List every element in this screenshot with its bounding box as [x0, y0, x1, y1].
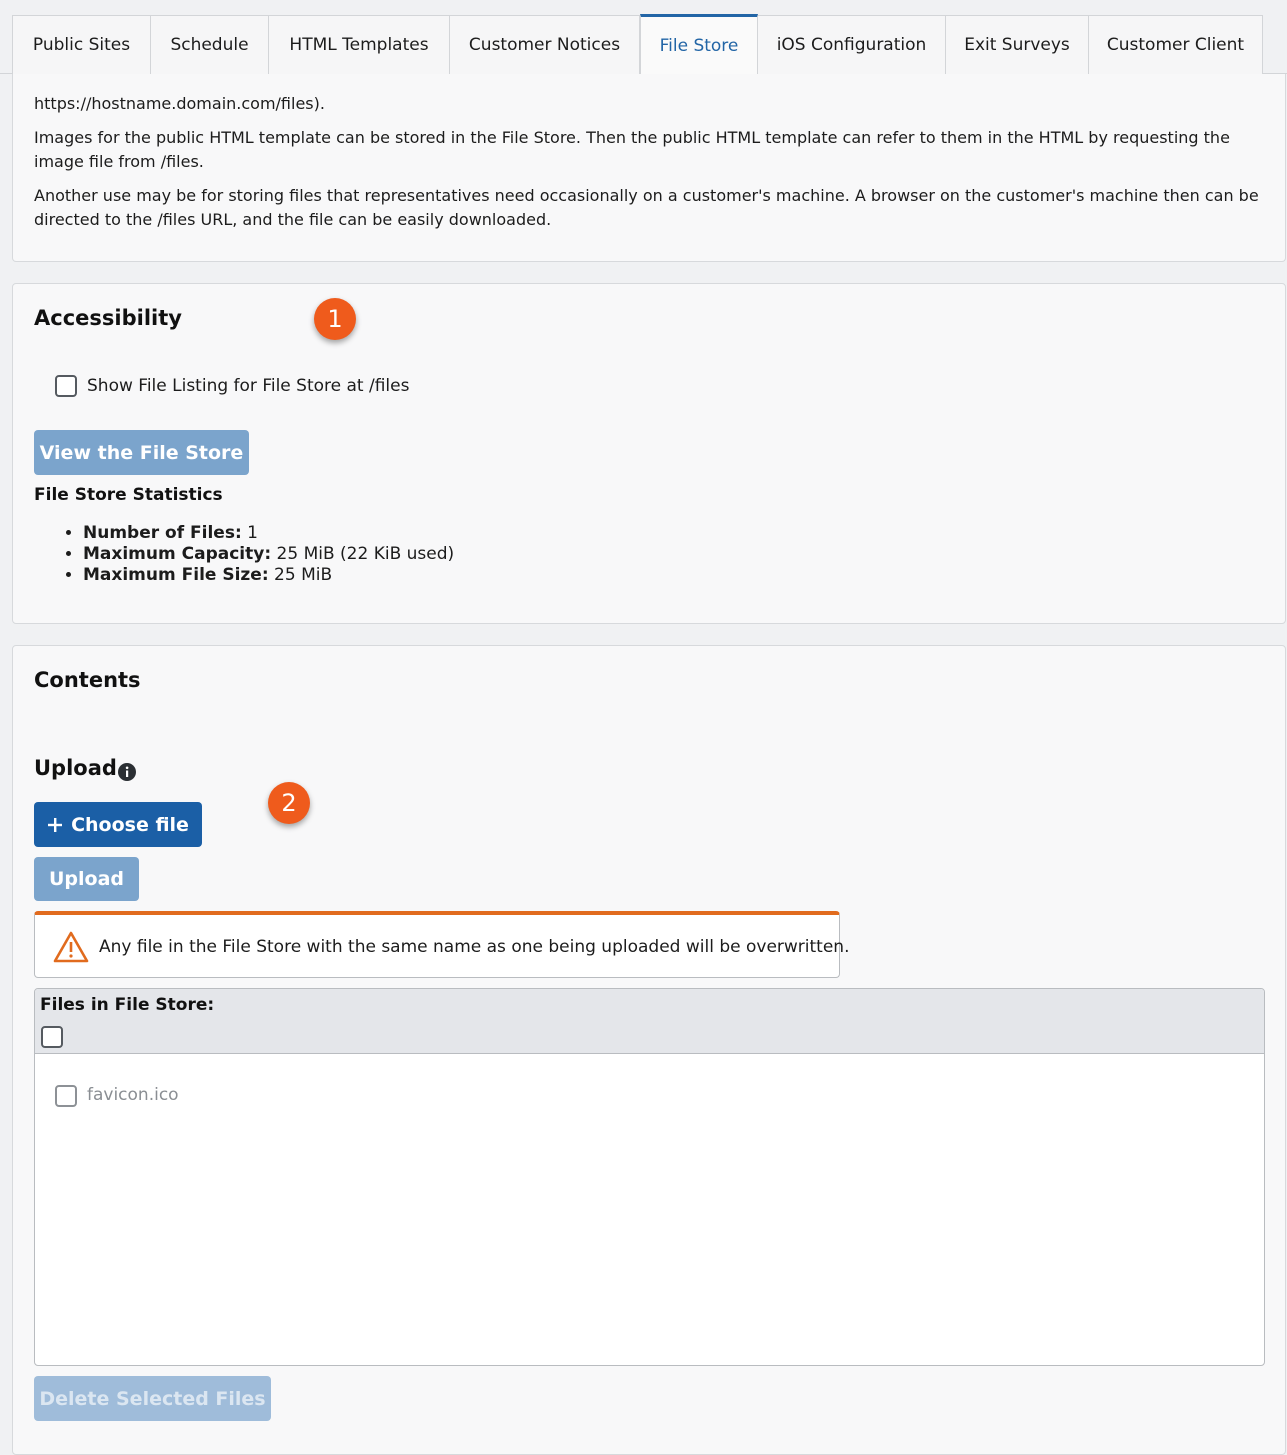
intro-paragraph-images: Images for the public HTML template can be stored in the File Store. Then the public HTML template can refer to them in the HTML by requesting the image file from /files. — [34, 128, 1230, 171]
show-file-listing-label[interactable]: Show File Listing for File Store at /files — [87, 376, 410, 396]
file-name[interactable]: favicon.ico — [87, 1085, 179, 1105]
tab-file-store[interactable]: File Store — [640, 14, 758, 74]
tab-customer-client[interactable]: Customer Client — [1089, 16, 1262, 74]
files-header — [35, 989, 1264, 1054]
tab-bar — [12, 15, 1263, 74]
delete-selected-files-button[interactable]: Delete Selected Files — [34, 1376, 271, 1421]
intro-panel — [12, 74, 1286, 262]
overwrite-warning — [34, 911, 850, 978]
tab-schedule[interactable]: Schedule — [151, 16, 269, 74]
select-all-checkbox[interactable] — [41, 1026, 63, 1048]
stat-maximum-capacity: • Maximum Capacity: 25 MiB (22 KiB used) — [83, 544, 454, 565]
plus-icon — [47, 817, 63, 833]
view-file-store-button[interactable]: View the File Store — [34, 430, 249, 475]
tab-exit-surveys[interactable]: Exit Surveys — [946, 16, 1089, 74]
info-icon[interactable] — [117, 762, 137, 782]
file-store-statistics-list — [63, 523, 454, 586]
tab-customer-notices[interactable]: Customer Notices — [450, 16, 640, 74]
warning-text: Any file in the File Store with the same name as one being uploaded will be overwritten. — [99, 937, 850, 957]
contents-heading: Contents — [34, 668, 141, 692]
choose-file-button[interactable] — [34, 802, 202, 847]
files-in-file-store — [34, 988, 1265, 1366]
file-checkbox[interactable] — [55, 1085, 77, 1107]
tab-html-templates[interactable]: HTML Templates — [269, 16, 450, 74]
file-store-statistics-heading: File Store Statistics — [34, 485, 223, 505]
accessibility-heading: Accessibility — [34, 306, 182, 330]
show-file-listing-checkbox[interactable] — [55, 375, 77, 397]
choose-file-label: Choose file — [71, 813, 189, 836]
tab-ios-configuration[interactable]: iOS Configuration — [758, 16, 946, 74]
callout-badge-1: 1 — [314, 298, 356, 340]
intro-url-text: https://hostname.domain.com/files). — [34, 94, 325, 113]
callout-badge-2: 2 — [268, 782, 310, 824]
tab-public-sites[interactable]: Public Sites — [13, 16, 151, 74]
stat-number-of-files: • Number of Files: 1 — [83, 523, 454, 544]
accessibility-panel — [12, 283, 1286, 624]
upload-heading: Upload — [34, 756, 117, 780]
files-title: Files in File Store: — [40, 995, 215, 1015]
stat-maximum-file-size: • Maximum File Size: 25 MiB — [83, 565, 454, 586]
intro-paragraph-downloads: Another use may be for storing files that representatives need occasionally on a customer's machine. A browser on the customer's machine then can be directed to the /files URL, and the file can be easily downloaded. — [34, 186, 1259, 229]
upload-button[interactable]: Upload — [34, 857, 139, 901]
warning-triangle-icon — [53, 931, 89, 963]
